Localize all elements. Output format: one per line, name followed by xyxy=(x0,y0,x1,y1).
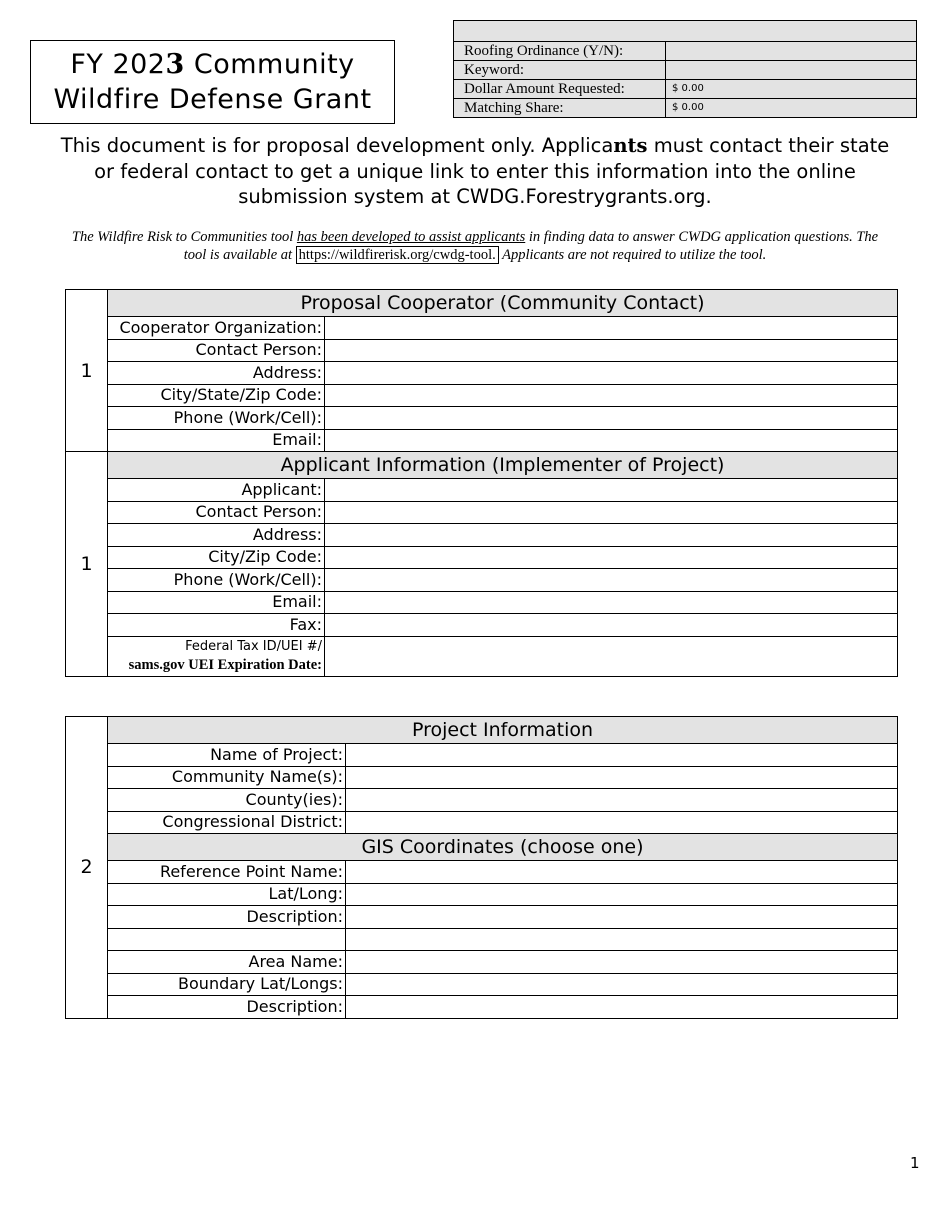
title-line-2: Wildfire Defense Grant xyxy=(53,84,372,115)
intro-paragraph xyxy=(60,133,890,210)
note-text-2: in finding data to answer CWDG application questions. The tool is available at xyxy=(183,229,879,263)
cooperator-row xyxy=(66,407,898,430)
community-names-label: Community Name(s): xyxy=(108,766,346,789)
applicant-phone-label: Phone (Work/Cell): xyxy=(108,569,325,592)
tax-id-label xyxy=(108,636,325,676)
project-row xyxy=(66,789,898,812)
project-header: Project Information xyxy=(108,717,898,744)
applicant-row xyxy=(66,501,898,524)
project-row xyxy=(66,766,898,789)
summary-header-row xyxy=(454,21,917,42)
applicant-email-field[interactable] xyxy=(325,591,898,614)
cooperator-row xyxy=(66,384,898,407)
counties-field[interactable] xyxy=(346,789,898,812)
lat-long-label: Lat/Long: xyxy=(108,883,346,906)
lat-long-field[interactable] xyxy=(346,883,898,906)
applicant-row xyxy=(66,614,898,637)
summary-row-dollar xyxy=(454,80,917,99)
intro-text-bold: nts xyxy=(613,134,648,157)
project-section-number: 2 xyxy=(66,717,108,1019)
project-information-table xyxy=(65,716,898,1019)
cooperator-email-label: Email: xyxy=(108,429,325,452)
cooperator-address-label: Address: xyxy=(108,362,325,385)
tax-id-field[interactable] xyxy=(325,636,898,676)
intro-text-1: This document is for proposal development only. Applica xyxy=(60,134,614,157)
title-line-1 xyxy=(70,47,354,82)
cooperator-address-field[interactable] xyxy=(325,362,898,385)
gis-row xyxy=(66,883,898,906)
contact-information-section xyxy=(65,289,898,677)
applicant-row xyxy=(66,524,898,547)
cooperator-header-row xyxy=(66,290,898,317)
summary-row-matching xyxy=(454,99,917,118)
roofing-ordinance-field[interactable] xyxy=(666,42,917,61)
wildfire-risk-tool-link[interactable]: https://wildfirerisk.org/cwdg-tool. xyxy=(296,246,499,264)
congressional-district-field[interactable] xyxy=(346,811,898,834)
applicant-contact-person-label: Contact Person: xyxy=(108,501,325,524)
note-text-3: Applicants are not required to utilize the tool. xyxy=(498,247,767,263)
project-header-row xyxy=(66,717,898,744)
applicant-city-zip-field[interactable] xyxy=(325,546,898,569)
applicant-tax-row xyxy=(66,636,898,676)
applicant-row xyxy=(66,479,898,502)
title-year-digit: 3 xyxy=(165,49,185,80)
applicant-email-label: Email: xyxy=(108,591,325,614)
gis-header-row xyxy=(66,834,898,861)
project-row xyxy=(66,811,898,834)
cooperator-row xyxy=(66,429,898,452)
cooperator-city-state-zip-field[interactable] xyxy=(325,384,898,407)
intro-text-2: must contact their state or federal contact to get a unique link to enter this information into the online submission system at CWDG.Forestrygrants.org. xyxy=(94,134,890,208)
title-year-prefix: FY 202 xyxy=(70,49,166,80)
note-text-underlined: has been developed to assist applicants xyxy=(296,229,526,245)
project-information-section xyxy=(65,716,898,1019)
applicant-phone-field[interactable] xyxy=(325,569,898,592)
applicant-section-number: 1 xyxy=(66,452,108,677)
summary-row-keyword xyxy=(454,61,917,80)
summary-header-cell xyxy=(454,21,917,42)
gis-row xyxy=(66,951,898,974)
point-description-field[interactable] xyxy=(346,906,898,929)
applicant-address-label: Address: xyxy=(108,524,325,547)
cooperator-row xyxy=(66,317,898,340)
gis-header: GIS Coordinates (choose one) xyxy=(108,834,898,861)
cooperator-row xyxy=(66,362,898,385)
cooperator-organization-field[interactable] xyxy=(325,317,898,340)
dollar-amount-label: Dollar Amount Requested: xyxy=(454,80,666,99)
cooperator-city-state-zip-label: City/State/Zip Code: xyxy=(108,384,325,407)
matching-share-label: Matching Share: xyxy=(454,99,666,118)
gis-row xyxy=(66,996,898,1019)
application-summary-table xyxy=(453,20,917,118)
project-row xyxy=(66,744,898,767)
boundary-lat-longs-field[interactable] xyxy=(346,973,898,996)
applicant-contact-person-field[interactable] xyxy=(325,501,898,524)
project-name-label: Name of Project: xyxy=(108,744,346,767)
congressional-district-label: Congressional District: xyxy=(108,811,346,834)
gis-spacer-field[interactable] xyxy=(346,928,898,951)
counties-label: County(ies): xyxy=(108,789,346,812)
page-number: 1 xyxy=(910,1154,920,1172)
matching-share-field[interactable]: $ 0.00 xyxy=(666,99,917,118)
cooperator-header: Proposal Cooperator (Community Contact) xyxy=(108,290,898,317)
applicant-header: Applicant Information (Implementer of Project) xyxy=(108,452,898,479)
cooperator-phone-label: Phone (Work/Cell): xyxy=(108,407,325,430)
gis-row xyxy=(66,906,898,929)
applicant-fax-label: Fax: xyxy=(108,614,325,637)
area-description-label: Description: xyxy=(108,996,346,1019)
cooperator-row xyxy=(66,339,898,362)
point-description-label: Description: xyxy=(108,906,346,929)
summary-row-roofing xyxy=(454,42,917,61)
gis-row xyxy=(66,973,898,996)
applicant-row xyxy=(66,569,898,592)
area-name-label: Area Name: xyxy=(108,951,346,974)
area-name-field[interactable] xyxy=(346,951,898,974)
contact-information-table xyxy=(65,289,898,677)
reference-point-name-label: Reference Point Name: xyxy=(108,861,346,884)
cooperator-phone-field[interactable] xyxy=(325,407,898,430)
note-text-1: The Wildfire Risk to Communities tool xyxy=(71,229,297,245)
gis-row xyxy=(66,861,898,884)
roofing-ordinance-label: Roofing Ordinance (Y/N): xyxy=(454,42,666,61)
cooperator-section-number: 1 xyxy=(66,290,108,452)
community-names-field[interactable] xyxy=(346,766,898,789)
dollar-amount-field[interactable]: $ 0.00 xyxy=(666,80,917,99)
applicant-address-field[interactable] xyxy=(325,524,898,547)
keyword-field[interactable] xyxy=(666,61,917,80)
document-title xyxy=(30,40,395,124)
applicant-fax-field[interactable] xyxy=(325,614,898,637)
cooperator-organization-label: Cooperator Organization: xyxy=(108,317,325,340)
applicant-header-row xyxy=(66,452,898,479)
applicant-name-field[interactable] xyxy=(325,479,898,502)
project-name-field[interactable] xyxy=(346,744,898,767)
gis-spacer-label xyxy=(108,928,346,951)
area-description-field[interactable] xyxy=(346,996,898,1019)
applicant-row xyxy=(66,591,898,614)
applicant-name-label: Applicant: xyxy=(108,479,325,502)
tax-id-label-line1: Federal Tax ID/UEI #/ xyxy=(185,639,322,654)
tool-note xyxy=(60,228,890,264)
cooperator-contact-person-field[interactable] xyxy=(325,339,898,362)
gis-row xyxy=(66,928,898,951)
applicant-city-zip-label: City/Zip Code: xyxy=(108,546,325,569)
cooperator-email-field[interactable] xyxy=(325,429,898,452)
reference-point-name-field[interactable] xyxy=(346,861,898,884)
tax-id-label-line2: sams.gov UEI Expiration Date: xyxy=(128,657,322,673)
title-line1-rest: Community xyxy=(184,49,355,80)
applicant-row xyxy=(66,546,898,569)
boundary-lat-longs-label: Boundary Lat/Longs: xyxy=(108,973,346,996)
cooperator-contact-person-label: Contact Person: xyxy=(108,339,325,362)
keyword-label: Keyword: xyxy=(454,61,666,80)
